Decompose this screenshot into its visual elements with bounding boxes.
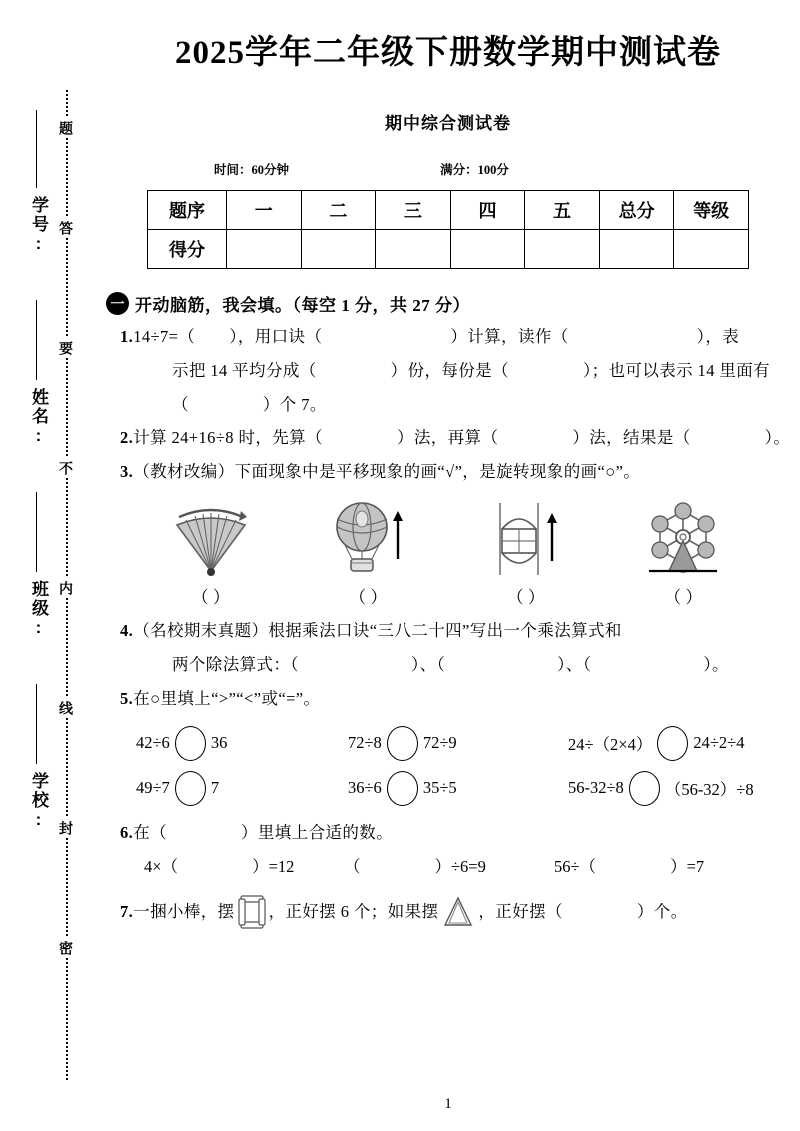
- fill-pre: 4×（: [144, 857, 179, 877]
- seal-char-7: 密: [56, 938, 76, 958]
- fill-post: ）=12: [252, 857, 295, 877]
- score-cell-0[interactable]: [227, 230, 302, 269]
- compare-item: [568, 771, 754, 806]
- compare-item: [136, 726, 348, 761]
- seal-rule-4: [36, 684, 37, 764]
- section-number-badge: 一: [106, 292, 129, 315]
- seal-char-4: 内: [56, 578, 76, 598]
- question-2-part3: ）法，结果是（: [572, 428, 691, 448]
- fill-item: [554, 853, 704, 877]
- compare-circle[interactable]: [387, 771, 418, 806]
- question-1-part4: ），表: [696, 327, 740, 346]
- folding-fan-icon: [165, 499, 257, 577]
- score-table: [147, 190, 749, 269]
- question-4-line2: [172, 648, 800, 682]
- question-7-part4: ）个。: [636, 902, 688, 922]
- picture-cell-ferris-wheel: [605, 499, 763, 608]
- score-cell-1[interactable]: [301, 230, 376, 269]
- page-subtitle: 期中综合测试卷: [385, 114, 511, 133]
- question-4-part2: 两个除法算式：（: [172, 654, 299, 674]
- question-6-part1: 在（: [133, 822, 167, 842]
- question-2-number: 2.: [120, 428, 134, 448]
- seal-rule-1: [36, 110, 37, 188]
- picture-cell-elevator: [447, 499, 605, 608]
- question-1-part7: ）；也可以表示 14 里面有: [582, 360, 771, 380]
- question-1-part6: ）份，每份是（: [390, 360, 509, 380]
- fill-item: [144, 853, 344, 877]
- score-row-label-1: 得分: [148, 230, 227, 269]
- compare-right: （56-32）÷8: [664, 780, 754, 799]
- score-col-5: 总分: [599, 191, 674, 230]
- question-2: [120, 421, 800, 455]
- question-3-picture-row: [132, 499, 762, 608]
- seal-label-school: 学校:: [29, 772, 48, 831]
- compare-right: 35÷5: [422, 778, 457, 797]
- question-1-line2: [172, 354, 800, 388]
- question-4-part3: ）、（: [410, 654, 446, 674]
- score-col-2: 三: [376, 191, 451, 230]
- fill-post: ）÷6=9: [434, 857, 486, 877]
- question-1-part2: ），用口诀（: [229, 327, 323, 346]
- score-row-label-0: 题序: [148, 191, 227, 230]
- stick-triangle-icon: [441, 896, 475, 928]
- seal-label-class: 班级:: [29, 580, 48, 639]
- question-6-number: 6.: [120, 822, 134, 842]
- fill-post: ）=7: [670, 857, 705, 877]
- score-col-3: 四: [450, 191, 525, 230]
- question-6: [120, 816, 800, 850]
- compare-left: 72÷8: [348, 733, 382, 752]
- fill-pre: 56÷（: [554, 857, 597, 877]
- seal-char-1: 答: [56, 218, 76, 238]
- question-1: [120, 320, 800, 421]
- question-5-row-1: [136, 726, 786, 761]
- question-3-number: 3.: [120, 462, 134, 482]
- question-7-part1: 一捆小棒，摆: [133, 902, 235, 922]
- question-5: [120, 682, 800, 716]
- compare-left: 36÷6: [348, 778, 382, 797]
- question-5-text: 在○里填上“>”“<”或“=”。: [133, 688, 321, 708]
- question-1-part3: ）计算，读作（: [450, 327, 569, 346]
- fill-pre: （: [344, 857, 361, 877]
- question-1-part8: （: [172, 394, 189, 414]
- question-4: [120, 614, 800, 682]
- compare-circle[interactable]: [657, 726, 688, 761]
- score-cell-6[interactable]: [674, 230, 749, 269]
- hot-air-balloon-icon: [322, 499, 414, 577]
- compare-right: 72÷9: [422, 733, 457, 752]
- score-col-4: 五: [525, 191, 600, 230]
- question-4-part5: ）。: [703, 654, 729, 674]
- score-cell-5[interactable]: [599, 230, 674, 269]
- compare-circle[interactable]: [387, 726, 418, 761]
- question-1-part9: ）个 7。: [262, 394, 327, 414]
- question-4-part4: ）、（: [557, 654, 592, 674]
- score-cell-2[interactable]: [376, 230, 451, 269]
- page-title: 2025学年二年级下册数学期中测试卷: [175, 35, 721, 71]
- exam-full-score: 满分：100分: [440, 163, 509, 177]
- compare-item: [348, 726, 568, 761]
- table-row-scores: [148, 230, 749, 269]
- question-2-part1: 计算 24+16÷8 时，先算（: [133, 428, 323, 448]
- score-col-0: 一: [227, 191, 302, 230]
- question-4-number: 4.: [120, 621, 134, 641]
- answer-paren-3[interactable]: （ ）: [506, 588, 545, 608]
- seal-char-2: 要: [56, 338, 76, 358]
- seal-margin: [0, 0, 96, 1131]
- compare-circle[interactable]: [175, 726, 206, 761]
- compare-item: [348, 771, 568, 806]
- answer-paren-2[interactable]: （ ）: [349, 588, 388, 608]
- stick-square-icon: [238, 895, 266, 929]
- compare-right: 7: [210, 778, 220, 797]
- compare-item: [568, 726, 745, 761]
- question-7: [120, 895, 800, 929]
- picture-cell-fan: [132, 499, 290, 608]
- question-4-part1: （名校期末真题）根据乘法口诀“三八二十四”写出一个乘法算式和: [133, 621, 622, 641]
- section-one-header: [106, 291, 800, 316]
- question-6-items: [144, 853, 800, 877]
- question-1-line3: [172, 388, 800, 422]
- score-col-1: 二: [301, 191, 376, 230]
- question-1-number: 1.: [120, 327, 134, 346]
- seal-char-6: 封: [56, 818, 76, 838]
- question-1-part1: 14÷7=（: [133, 327, 196, 346]
- compare-item: [136, 771, 348, 806]
- question-5-row-2: [136, 771, 786, 806]
- ferris-wheel-icon: [635, 499, 731, 577]
- question-7-part3: ，正好摆（: [478, 902, 563, 922]
- compare-circle[interactable]: [175, 771, 206, 806]
- seal-char-0: 题: [56, 118, 76, 138]
- question-2-part2: ）法，再算（: [396, 428, 499, 448]
- table-row-header: [148, 191, 749, 230]
- question-1-part5: 示把 14 平均分成（: [172, 360, 317, 380]
- question-5-number: 5.: [120, 688, 134, 708]
- seal-char-3: 不: [56, 458, 76, 478]
- question-3-text: （教材改编）下面现象中是平移现象的画“√”，是旋转现象的画“○”。: [133, 462, 641, 482]
- score-col-6: 等级: [674, 191, 749, 230]
- seal-rule-2: [36, 300, 37, 380]
- fill-item: [344, 853, 554, 877]
- score-cell-3[interactable]: [450, 230, 525, 269]
- compare-circle[interactable]: [629, 771, 660, 806]
- page-number: 1: [444, 1096, 452, 1112]
- question-7-part2: ，正好摆 6 个；如果摆: [268, 902, 439, 922]
- compare-left: 24÷（2×4）: [568, 735, 653, 754]
- compare-left: 56-32÷8: [568, 778, 624, 797]
- question-6-part2: ）里填上合适的数。: [241, 822, 394, 842]
- compare-right: 36: [210, 733, 228, 752]
- exam-meta: [96, 160, 800, 178]
- answer-paren-4[interactable]: （ ）: [664, 588, 703, 608]
- answer-paren-1[interactable]: （ ）: [191, 588, 230, 608]
- question-7-number: 7.: [120, 902, 134, 922]
- elevator-icon: [480, 499, 572, 577]
- seal-rule-3: [36, 492, 37, 572]
- seal-char-5: 线: [56, 698, 76, 718]
- seal-label-name: 姓名:: [29, 388, 48, 447]
- compare-right: 24÷2÷4: [693, 733, 745, 752]
- question-3: [120, 455, 800, 489]
- question-2-part4: ）。: [764, 428, 791, 448]
- exam-page: [96, 0, 800, 1131]
- compare-left: 49÷7: [136, 778, 170, 797]
- picture-cell-balloon: [290, 499, 448, 608]
- exam-time: 时间：60分钟: [214, 163, 290, 177]
- score-cell-4[interactable]: [525, 230, 600, 269]
- seal-label-student-id: 学号:: [29, 196, 48, 255]
- section-one-title: 开动脑筋，我会填。（每空 1 分，共 27 分）: [135, 296, 470, 315]
- compare-left: 42÷6: [136, 733, 170, 752]
